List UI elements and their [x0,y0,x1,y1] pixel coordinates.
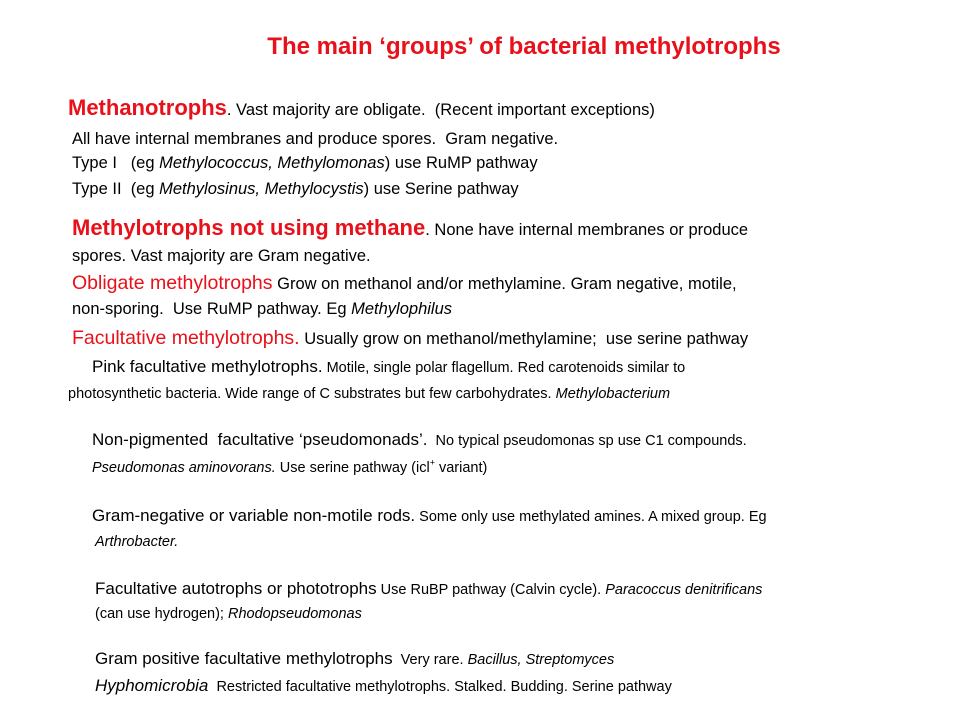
obligate-text-cont: non-sporing. Use RuMP pathway. Eg [72,300,352,318]
type1-prefix: Type I (eg [72,154,160,172]
pink-line [92,355,685,380]
obligate-heading: Obligate methylotrophs [72,272,273,294]
pink-name: Pink facultative methylotrophs. [92,357,323,376]
facultative-heading: Facultative methylotrophs. [72,327,300,349]
facultative-text: Usually grow on methanol/methylamine; use serine pathway [299,330,749,348]
pink-genus: Methylobacterium [555,386,671,402]
gram-positive-line [95,647,614,672]
type1-suffix: ) use RuMP pathway [384,154,538,172]
obligate-cont-line [72,297,452,321]
hyphomicrobia-text: Restricted facultative methylotrophs. Stalked. Budding. Serine pathway [208,679,672,695]
non-pigmented-text-end: variant) [434,460,488,476]
type2-prefix: Type II (eg [72,180,160,198]
autotrophs-cont-line [95,601,362,626]
facultative-line [72,326,748,351]
autotrophs-line [95,577,762,602]
non-pigmented-cont-line [92,455,487,480]
hyphomicrobia-name: Hyphomicrobia [95,676,209,695]
type2-genera: Methylosinus, Methylocystis [159,180,364,198]
methanotrophs-heading: Methanotrophs [68,95,227,120]
obligate-text: Grow on methanol and/or methylamine. Gram negative, motile, [272,275,737,293]
hyphomicrobia-line [95,674,672,699]
non-pigmented-name: Non-pigmented facultative ‘pseudomonads’. [92,430,428,449]
obligate-genus: Methylophilus [351,300,453,318]
non-pigmented-species: Pseudomonas aminovorans. [92,460,276,476]
non-methane-heading: Methylotrophs not using methane [72,215,426,240]
pink-cont-line [68,381,670,406]
autotrophs-species: Paracoccus denitrificans [605,582,763,598]
non-pigmented-text-cont: Use serine pathway (icl [275,460,430,476]
type2-line [72,177,519,201]
pink-text-cont: photosynthetic bacteria. Wide range of C substrates but few carbohydrates. [68,386,556,402]
gram-negative-name: Gram-negative or variable non-motile rods. [92,506,416,525]
autotrophs-text-cont: (can use hydrogen); [95,606,228,622]
type1-line [72,151,538,175]
non-pigmented-line [92,428,747,453]
methanotrophs-membranes: All have internal membranes and produce spores. Gram negative. [72,130,559,148]
methanotrophs-line [68,96,655,122]
slide-title: The main ‘groups’ of bacterial methylotrophs [267,33,781,60]
methanotrophs-membranes-line [72,127,558,151]
gram-negative-text: Some only use methylated amines. A mixed group. Eg [415,509,767,525]
gram-positive-text: Very rare. [392,652,468,668]
autotrophs-text: Use RuBP pathway (Calvin cycle). [376,582,606,598]
methanotrophs-intro: . Vast majority are obligate. (Recent important exceptions) [226,101,655,119]
gram-positive-genera: Bacillus, Streptomyces [467,652,615,668]
gram-negative-cont-line [95,529,178,554]
gram-negative-genus: Arthrobacter. [95,534,179,550]
autotrophs-genus: Rhodopseudomonas [228,606,362,622]
non-pigmented-sup: + [429,457,435,468]
non-methane-line [72,216,748,242]
gram-negative-line [92,504,767,529]
obligate-line [72,271,737,296]
type2-suffix: ) use Serine pathway [363,180,519,198]
non-methane-cont-line [72,244,371,268]
non-methane-intro: . None have internal membranes or produce [425,221,749,239]
pink-text: Motile, single polar flagellum. Red carotenoids similar to [322,360,686,376]
non-pigmented-text: No typical pseudomonas sp use C1 compounds. [427,433,747,449]
non-methane-intro-cont: spores. Vast majority are Gram negative. [72,247,371,265]
autotrophs-name: Facultative autotrophs or phototrophs [95,579,377,598]
type1-genera: Methylococcus, Methylomonas [159,154,385,172]
gram-positive-name: Gram positive facultative methylotrophs [95,649,393,668]
